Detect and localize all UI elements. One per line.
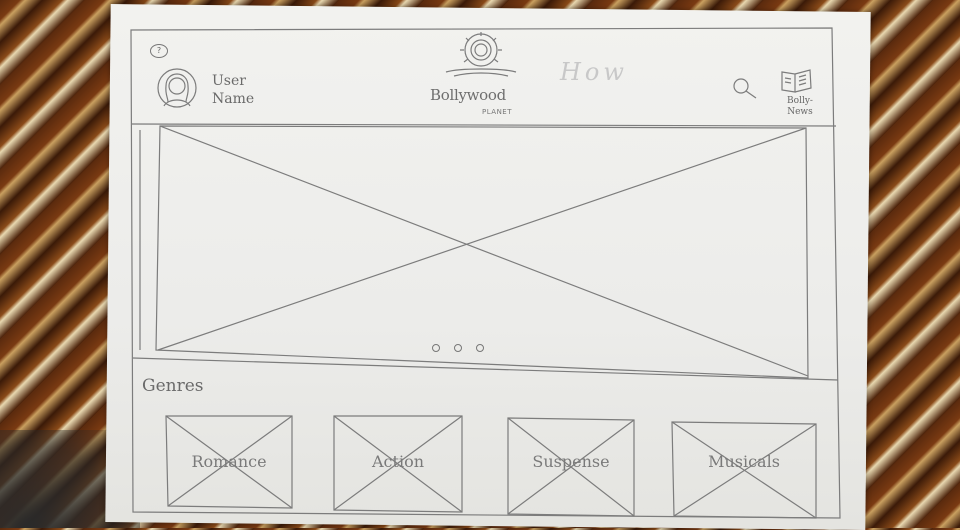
faint-erased-text: How <box>560 58 628 86</box>
genres-heading: Genres <box>142 376 204 396</box>
bolly-news-label[interactable]: Bolly-News <box>787 96 813 117</box>
carousel-dot-2[interactable] <box>454 344 462 352</box>
carousel-dot-1[interactable] <box>432 344 440 352</box>
genre-card-musicals[interactable] <box>670 414 818 514</box>
hero-carousel-placeholder[interactable] <box>154 124 810 380</box>
user-name-label[interactable]: User Name <box>212 73 255 107</box>
genre-label: Musicals <box>708 452 780 471</box>
genre-label: Suspense <box>532 452 610 471</box>
carousel-dot-3[interactable] <box>476 344 484 352</box>
genre-card-romance[interactable] <box>164 414 294 514</box>
genre-label: Action <box>372 452 424 471</box>
search-icon[interactable] <box>730 76 760 102</box>
genre-card-action[interactable] <box>332 414 464 514</box>
book-news-icon[interactable] <box>778 68 814 94</box>
sun-logo-icon <box>440 32 522 82</box>
genre-label: Romance <box>191 452 267 471</box>
genre-card-suspense[interactable] <box>506 414 636 514</box>
carousel-dots <box>432 344 502 358</box>
brand-name[interactable]: Bollywood <box>430 86 506 104</box>
help-icon[interactable]: ? <box>150 44 168 58</box>
brand-subtitle: PLANET <box>482 108 513 116</box>
user-avatar-icon[interactable] <box>156 64 198 112</box>
